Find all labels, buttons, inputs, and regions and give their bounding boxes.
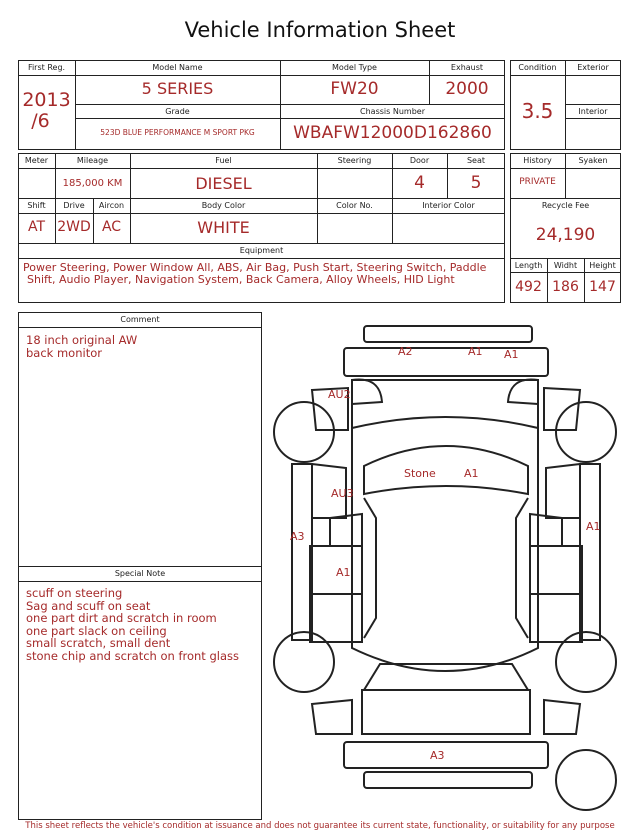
steering-label: Steering — [337, 156, 372, 165]
interior-color-label: Interior Color — [422, 201, 475, 210]
exhaust-label: Exhaust — [450, 63, 484, 72]
mileage-label: Mileage — [76, 156, 109, 165]
special-note-line: one part slack on ceiling — [26, 623, 167, 638]
damage-mark-left-door-a1: A1 — [336, 566, 351, 579]
damage-mark-rear-a3: A3 — [430, 749, 445, 762]
model-name-value: 5 SERIES — [141, 79, 214, 98]
comment-line: 18 inch original AW — [26, 333, 138, 347]
windshield — [364, 446, 528, 494]
rear-bumper-bottom — [364, 772, 532, 788]
damage-mark-windshield-a1: A1 — [464, 467, 479, 480]
syaken-label: Syaken — [578, 156, 608, 165]
car-body — [352, 428, 538, 671]
first-reg-month: /6 — [31, 110, 50, 132]
width-value: 186 — [552, 279, 579, 295]
aircon-label: Aircon — [98, 201, 125, 210]
grade-label: Grade — [165, 107, 190, 116]
hood-left-notch — [352, 379, 382, 404]
page-title: Vehicle Information Sheet — [184, 18, 456, 42]
damage-mark-au3: AU3 — [331, 487, 354, 500]
length-value: 492 — [515, 279, 542, 295]
chassis-number-value: WBAFW12000D162860 — [293, 123, 492, 143]
car-damage-diagram — [268, 318, 628, 818]
seat-label: Seat — [466, 156, 486, 165]
model-type-label: Model Type — [332, 63, 377, 72]
left-window — [364, 498, 376, 638]
special-note-text — [26, 587, 239, 662]
equipment-line-2: Shift, Audio Player, Navigation System, Back Camera, Alloy Wheels, HID Light — [27, 273, 455, 286]
first-reg-label: First Reg. — [27, 63, 66, 72]
shift-label: Shift — [27, 201, 46, 210]
spare-wheel — [556, 750, 616, 810]
history-label: History — [523, 156, 552, 165]
rear-window — [364, 664, 528, 690]
rear-bumper — [344, 742, 548, 768]
comment-label: Comment — [120, 315, 160, 324]
width-label: Widht — [553, 261, 578, 270]
damage-mark-left-a3: A3 — [290, 530, 305, 543]
recycle-fee-label: Recycle Fee — [541, 201, 590, 210]
fuel-value: DIESEL — [195, 174, 252, 193]
interior-label: Interior — [578, 107, 608, 116]
seat-value: 5 — [470, 173, 482, 193]
exhaust-value: 2000 — [445, 79, 489, 99]
fuel-label: Fuel — [215, 156, 232, 165]
damage-mark-windshield-stone: Stone — [404, 467, 436, 480]
front-bumper-top — [364, 326, 532, 342]
first-reg-year: 2013 — [22, 89, 71, 111]
model-type-value: FW20 — [330, 79, 379, 99]
door-label: Door — [409, 156, 430, 165]
condition-value: 3.5 — [521, 99, 554, 123]
chassis-number-label: Chassis Number — [360, 107, 425, 116]
drive-value: 2WD — [57, 219, 91, 235]
special-note-line: Sag and scuff on seat — [26, 598, 151, 613]
special-note-line: one part dirt and scratch in room — [26, 611, 217, 625]
damage-mark-front-a1-left: A1 — [468, 345, 483, 358]
grade-value: 523D BLUE PERFORMANCE M SPORT PKG — [100, 128, 255, 137]
damage-mark-right-a1: A1 — [586, 520, 601, 533]
comment-text — [26, 334, 137, 359]
left-front-wheel — [274, 402, 334, 462]
right-front-fender — [544, 388, 580, 430]
damage-mark-front-a1-right: A1 — [504, 348, 519, 361]
body-color-value: WHITE — [197, 218, 250, 237]
meter-label: Meter — [24, 156, 49, 165]
disclaimer-footer: This sheet reflects the vehicle's condition at issuance and does not guarantee its current state, functionality, or suitability for any purpose — [25, 821, 615, 831]
special-note-line: small scratch, small dent — [26, 636, 171, 650]
hood-right-notch — [508, 379, 538, 404]
special-note-label: Special Note — [114, 569, 166, 578]
model-name-label: Model Name — [152, 63, 203, 72]
right-rear-fender — [544, 700, 580, 734]
height-value: 147 — [589, 279, 616, 295]
equipment-line-1: Power Steering, Power Window All, ABS, Air Bag, Push Start, Steering Switch, Paddle — [23, 261, 487, 274]
damage-mark-au2: AU2 — [328, 388, 351, 401]
aircon-value: AC — [101, 219, 122, 235]
condition-label: Condition — [518, 63, 557, 72]
drive-label: Drive — [63, 201, 85, 210]
right-front-wheel — [556, 402, 616, 462]
left-rear-fender — [312, 700, 352, 734]
right-window — [516, 498, 528, 638]
special-note-line: stone chip and scratch on front glass — [26, 648, 239, 663]
damage-mark-front-a2: A2 — [398, 345, 413, 358]
door-value: 4 — [414, 173, 425, 193]
color-no-label: Color No. — [336, 201, 373, 210]
equipment-label: Equipment — [239, 246, 284, 255]
hood — [352, 380, 538, 428]
height-label: Height — [589, 261, 616, 270]
length-label: Length — [514, 261, 543, 270]
history-value: PRIVATE — [519, 177, 556, 187]
shift-value: AT — [27, 219, 46, 235]
mileage-value: 185,000 KM — [62, 178, 123, 189]
special-note-line: scuff on steering — [26, 586, 123, 600]
recycle-fee-value: 24,190 — [535, 225, 596, 245]
exterior-label: Exterior — [577, 63, 609, 72]
trunk — [362, 690, 530, 734]
right-fender-side — [546, 464, 580, 518]
body-color-label: Body Color — [201, 201, 246, 210]
comment-line: back monitor — [26, 345, 102, 360]
